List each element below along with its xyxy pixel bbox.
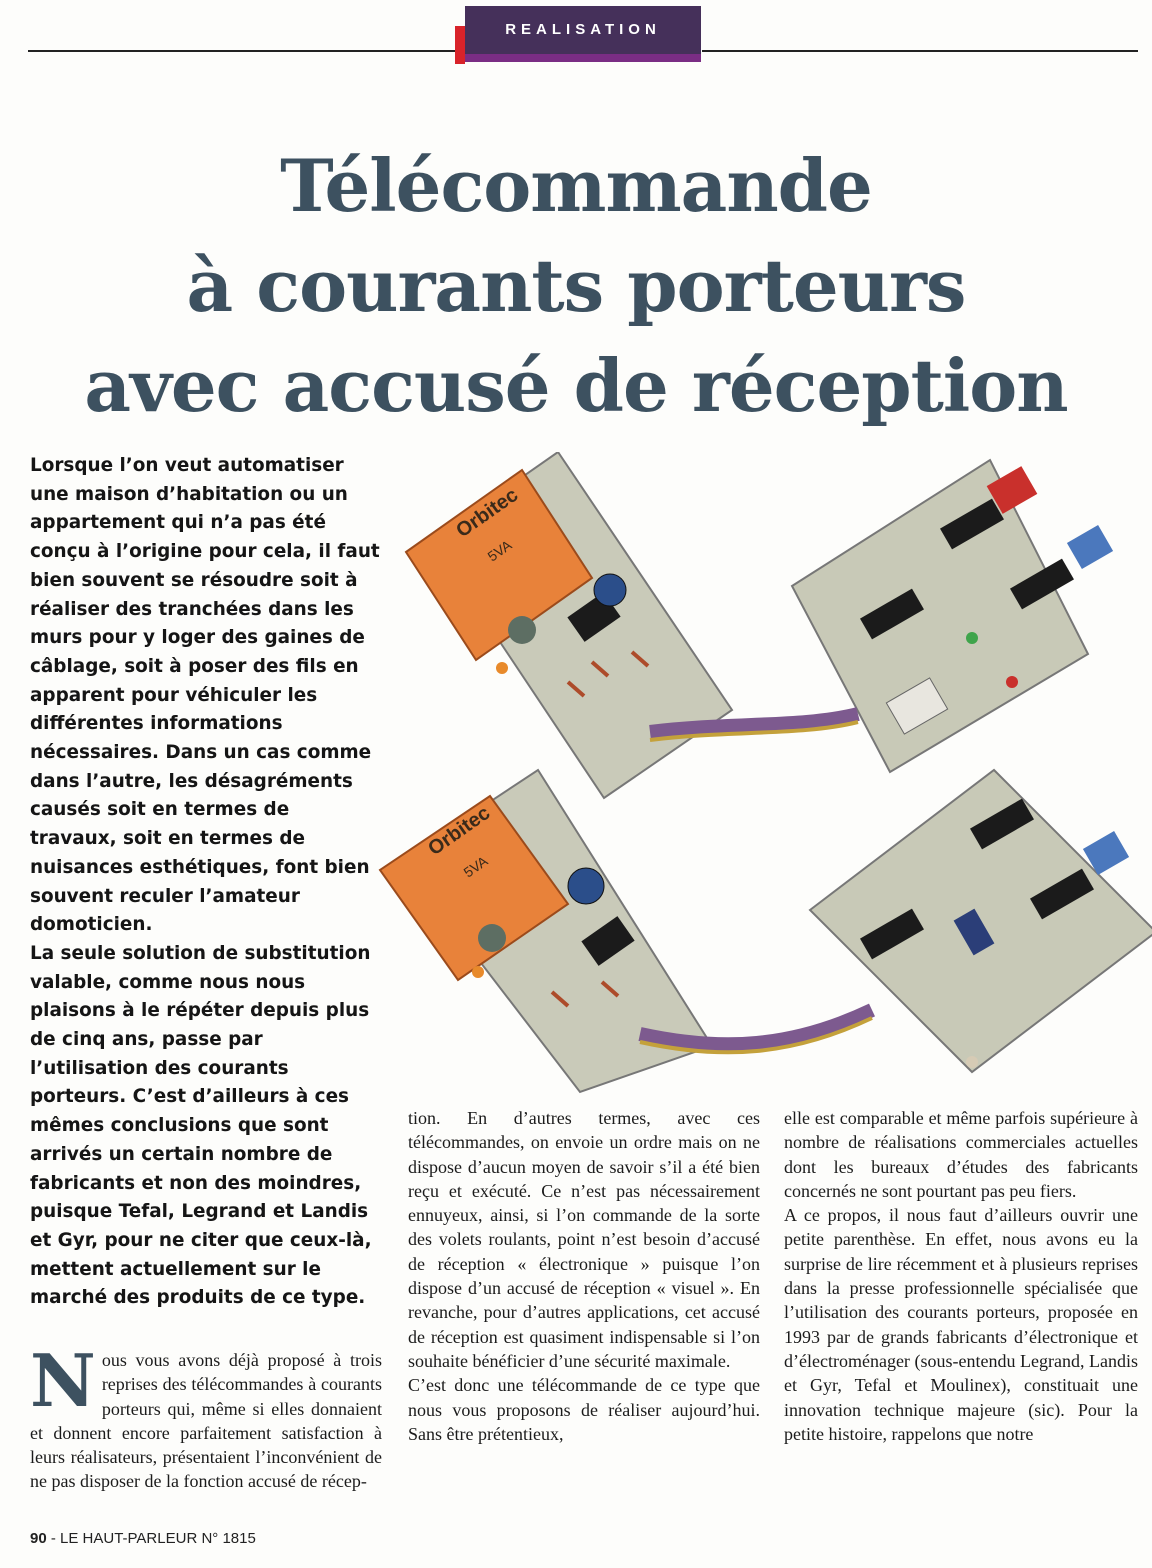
page-number: 90	[30, 1530, 47, 1547]
header-rule-right	[702, 50, 1138, 52]
title-line-1: Télécommande	[280, 143, 872, 228]
title-line-2: à courants porteurs	[186, 243, 966, 328]
title-line-3: avec accusé de réception	[84, 343, 1068, 428]
lead-paragraph	[30, 452, 382, 1313]
drop-cap: N	[30, 1338, 96, 1423]
transformer-rating-bottom: 5VA	[460, 852, 491, 881]
body-paragraph-2: tion. En d’autres termes, avec ces télécommandes, on envoie un ordre mais on ne dispose d’aucun moyen de savoir s’il a été bien reçu et exécuté. Ce n’est pas nécessairement ennuyeux, ainsi, si l’on commande de la sorte des volets roulants, point n’est besoin d’accusé de réception « électronique » puisque l’on dispose d’un accusé de réception « visuel ». En revanche, pour d’autres applications, cet accusé de réception est quasiment indispensable si l’on souhaite bénéficier d’une sécurité maximale.	[408, 1108, 760, 1371]
rubric-accent	[455, 26, 465, 64]
transformer-label-top: Orbitec	[452, 483, 523, 543]
magazine-name: - LE HAUT-PARLEUR N° 1815	[50, 1530, 256, 1547]
body-text-1: ous vous avons déjà proposé à trois reprises des télécommandes à courants porteurs qui, même si elles donnaient et donnent encore parfaitement satisfaction à leurs réalisateurs, présentaient l’inconvénient de ne pas disposer de la fonction accusé de récep-	[30, 1350, 382, 1492]
article-title	[0, 136, 1152, 436]
rubric-underbar	[465, 54, 701, 62]
receiver-board-bottom	[810, 770, 1152, 1072]
body-paragraph-3: C’est donc une télécommande de ce type que nous vous proposons de réaliser aujourd’hui. Sans être prétentieux,	[408, 1375, 760, 1444]
rubric-label: REALISATION	[465, 6, 701, 54]
page-footer	[30, 1530, 256, 1547]
body-column-1	[30, 1338, 382, 1494]
body-paragraph-5: A ce propos, il nous faut d’ailleurs ouvrir une petite parenthèse. En effet, nous avons eu la surprise de lire récemment et à plusieurs reprises dans la presse professionnelle spécialisée que l’utilisation des courants porteurs, proposée en 1993 par de grands fabricants d’électronique et d’électroménager (sous-entendu Legrand, Landis et Gyr, Tefal et Moulinex), constituait une innovation technique majeure (sic). Pour la petite histoire, rappelons que notre	[784, 1205, 1138, 1444]
lead-paragraph-1: Lorsque l’on veut automatiser une maison d’habitation ou un appartement qui n’a pas été conçu à l’origine pour cela, il faut bien souvent se résoudre soit à réaliser des tranchées dans les murs pour y loger des gaines de câblage, soit à poser des fils en apparent pour véhiculer les différentes informations nécessaires. Dans un cas comme dans l’autre, les désagréments causés soit en termes de travaux, soit en termes de nuisances esthétiques, font bien souvent reculer l’amateur domoticien.	[30, 455, 380, 936]
body-column-2	[408, 1106, 760, 1446]
header-rule-left	[28, 50, 456, 52]
transmitter-board-top	[406, 452, 732, 798]
body-column-3	[784, 1106, 1138, 1446]
circuit-boards-photo	[372, 452, 1152, 1098]
transformer-label-bottom: Orbitec	[424, 801, 495, 861]
body-paragraph-1	[30, 1338, 382, 1494]
transformer-rating-top: 5VA	[484, 536, 515, 565]
body-paragraph-4: elle est comparable et même parfois supérieure à nombre de réalisations commerciales actuelles dont les bureaux d’études des fabricants concernés ne sont pourtant pas peu fiers.	[784, 1108, 1138, 1201]
lead-paragraph-2: La seule solution de substitution valable, comme nous nous plaisons à le répéter depuis plus de cinq ans, passe par l’utilisation des courants porteurs. C’est d’ailleurs à ces mêmes conclusions que sont arrivés un certain nombre de fabricants et non des moindres, puisque Tefal, Legrand et Landis et Gyr, pour ne citer que ceux-là, mettent actuellement sur le marché des produits de ce type.	[30, 942, 372, 1309]
